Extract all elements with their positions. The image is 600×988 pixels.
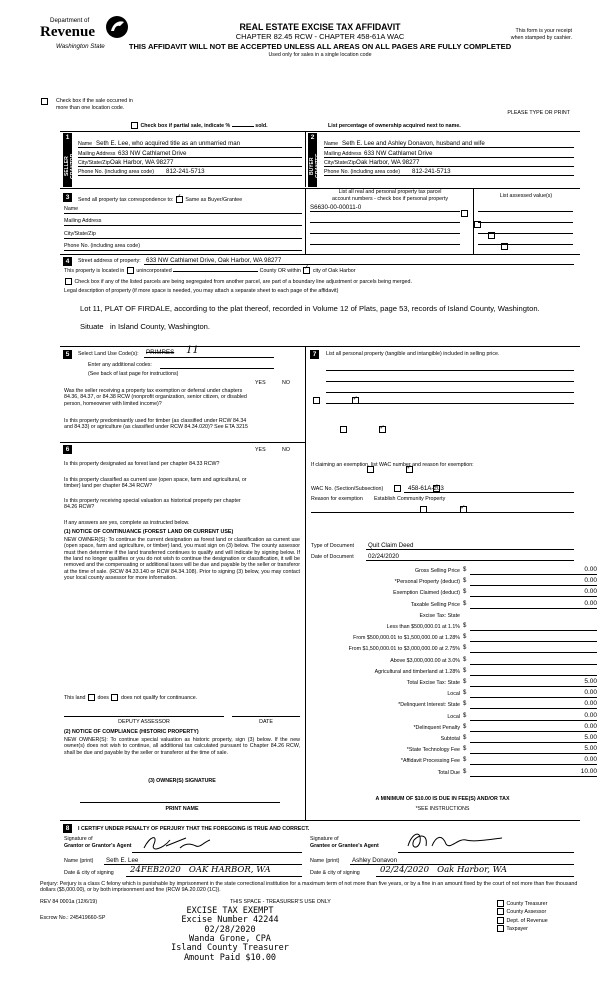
fee-label: Taxable Selling Price [410,601,460,608]
form-warning: THIS AFFIDAVIT WILL NOT BE ACCEPTED UNLESS ALL AREAS ON ALL PAGES ARE FULLY COMPLETED [128,42,512,51]
s5-q1-yes[interactable] [313,397,320,404]
s6-yes-header: YES [255,447,266,453]
s5-q2-no[interactable] [379,426,386,433]
seller-mailing: 633 NW Cathlamet Drive [118,150,187,157]
copy-checkbox[interactable] [497,908,504,915]
copy-item [496,925,548,932]
does-not-label: does not qualify for continuance. [120,694,198,701]
perjury-notice: Perjury: Perjury is a class C felony which is punishable by imprisonment in the state correctional institution for a maximum term of not more than five years, or by a fine in an amount fixed by the court of not more than five thousand dollars ($5,000.00), or by both imprisonment and fine (RCW 9A.20.020 (1C)). [40,881,578,894]
located-in-label: This property is located in [64,267,125,274]
owner-signature-label: (3) OWNER(S) SIGNATURE [148,778,216,784]
buyer-city: Oak Harbor, WA 98277 [356,159,420,166]
legal-description: Lot 11, PLAT OF FIRDALE, according to the plat thereof, recorded in Volume 12 of Plats, page 53, records of Island County, Washington. [80,304,540,313]
multi-location-checkbox[interactable] [41,98,48,105]
buyer-mailing: 633 NW Cathlamet Drive [364,150,433,157]
seller-side-label: SELLER GRANTOR [64,153,76,179]
copy-distribution [496,900,548,933]
please-type: PLEASE TYPE OR PRINT [507,110,570,116]
fee-label: Gross Selling Price [414,568,460,574]
grantor-date-city: 24FEB2020 OAK HARBOR, WA [130,865,271,875]
doc-date: 02/24/2020 [368,553,399,560]
seller-name: Seth E. Lee, who acquired title as an unmarried man [96,140,241,147]
dollar-sign: $ [463,757,467,764]
fee-label: Above $3,000,000.00 at 3.0% [390,657,460,664]
fee-row [310,745,600,756]
street-label: Street address of property: [78,258,141,264]
doc-type-label: Type of Document [311,543,354,549]
fee-row [310,566,600,577]
same-as-buyer-label: Same as Buyer/Grantee [185,196,243,203]
parcel-1-checkbox[interactable] [461,210,468,217]
copy-label: County Treasurer [505,900,548,907]
section-6-number: 6 [63,445,72,454]
fee-row [310,667,600,678]
dollar-sign: $ [463,712,467,719]
s6-q3: Is this property receiving special valuation as historical property per chapter 84.26 RCW? [64,498,241,511]
fee-label: Local [447,691,460,698]
section-3-number: 3 [63,193,72,202]
stamp-line: EXCISE TAX EXEMPT [186,906,274,916]
buyer-phone-label: Phone No. (including area code) [324,169,400,175]
grantee-name-print-label: Name (print) [310,858,340,864]
s6-no-header: NO [282,447,290,453]
fee-label: Local [447,713,460,720]
copy-label: County Assessor [505,909,547,916]
receipt-note-2: when stamped by cashier. [510,35,572,41]
see-back-note: (See back of last page for instructions) [88,371,179,377]
city-of-checkbox[interactable] [303,267,310,274]
fee-row [310,656,600,667]
stamp-line: Wanda Grone, CPA [189,934,271,945]
s3-name-label: Name [64,206,79,212]
parcels-header-2: account numbers - check box if personal property [331,196,448,202]
fee-value: 0.00 [584,566,597,573]
grantee-sig-of: Signature of [310,836,339,842]
fee-value: 0.00 [584,711,597,719]
dollar-sign: $ [463,578,467,585]
does-label: does [97,694,109,701]
notice1-text: NEW OWNER(S): To continue the current designation as forest land or classification as current use (open space, farm and agriculture, or timber) land, you must sign on (3) below. The county assessor must then determine if the land transferred continues to qualify and will indicate by signing below. If the land no longer qualifies or you do not wish to continue the designation or classification, it will be removed and the compensating or additional taxes will be due and payable by the seller or transferor at the time of sale. (RCW 84.33.140 or RCW 84.34.108). Prior to signing (3) below, you may contact your local county assessor for more information. [64,537,300,582]
doc-type: Quit Claim Deed [368,542,414,549]
fee-label: *State Technology Fee [406,747,460,754]
grantee-date-city: 02/24/2020 Oak Harbor, WA [380,865,508,875]
dollar-sign: $ [463,589,467,596]
partial-sale-sold: sold. [255,122,268,129]
fee-value: 5.00 [584,734,597,741]
copy-label: Taxpayer [505,925,528,932]
seller-mailing-label: Mailing Address [78,151,116,157]
grantee-agent-label: Grantee or Grantee's Agent [310,843,379,849]
land-use-struck: PRIMRES [146,349,175,356]
fee-label: From $500,000.01 to $1,500,000.00 at 1.28% [353,635,460,642]
grantee-date-city-label: Date & city of signing [310,870,360,876]
minimum-due-note: A MINIMUM OF $10.00 IS DUE IN FEE(S) AND/OR TAX [375,796,510,802]
fee-value: 0.00 [584,756,597,764]
dollar-sign: $ [463,634,467,641]
form-chapter: CHAPTER 82.45 RCW - CHAPTER 458-61A WAC [235,32,405,41]
dollar-sign: $ [463,735,467,741]
dollar-sign: $ [463,679,467,685]
personal-property-label: List all personal property (tangible and intangible) included in selling price. [326,351,500,357]
dept-line3: Washington State [56,43,105,50]
section-2-number: 2 [308,133,317,142]
does-checkbox[interactable] [88,694,95,701]
fee-label: Exemption Claimed (deduct) [393,590,460,597]
s6-q2-yes[interactable] [394,485,401,492]
buyer-mailing-label: Mailing Address [324,151,362,157]
dollar-sign: $ [463,600,467,607]
rev-number: REV 84 0001a (12/6/19) [40,899,98,905]
s5-q2: Is this property predominantly used for timber (as classified under RCW 84.34 and 84.33) or agriculture (as classified under RCW 84.34.020)? See ETA 3215 [64,418,248,431]
dept-line2: Revenue [40,24,95,40]
situate-text: Situate in Island County, Washington. [80,322,211,331]
dor-logo-icon [104,14,130,40]
seller-phone-label: Phone No. (including area code) [78,169,154,175]
fee-label: Agricultural and timberland at 1.28% [374,668,460,675]
buyer-name: Seth E. Lee and Ashley Donavon, husband and wife [342,140,485,147]
treasurer-space: THIS SPACE - TREASURER'S USE ONLY [230,899,331,905]
fee-value: 0.00 [584,700,597,708]
ownership-note: List percentage of ownership acquired next to name. [328,123,461,129]
dollar-sign: $ [463,746,467,753]
certify-statement: I CERTIFY UNDER PENALTY OF PERJURY THAT THE FOREGOING IS TRUE AND CORRECT. [78,826,310,832]
grantee-signature [402,828,512,852]
fee-value: 0.00 [584,588,597,596]
dollar-sign: $ [463,656,467,663]
fee-value: 10.00 [580,767,597,775]
see-instructions: *SEE INSTRUCTIONS [415,806,470,812]
grantee-name-print: Ashley Donavon [352,857,398,864]
segregated-label: Check box if any of the listed parcels are being segregated from another parcel, are part of a boundary line adjustment or parcels being merged. [74,278,412,285]
doc-date-label: Date of Document [311,554,354,560]
dollar-sign: $ [463,567,467,573]
form-title: REAL ESTATE EXCISE TAX AFFIDAVIT [239,22,401,32]
fee-value: 0.00 [584,577,597,585]
stamp-line: 02/28/2020 [204,924,256,935]
fee-label: Total Due [437,769,460,776]
s5-no-header: NO [282,380,290,386]
single-location-note: Used only for sales in a single location code [268,52,372,58]
assessed-header: List assessed value(s) [499,193,553,199]
deputy-assessor-label: DEPUTY ASSESSOR [118,719,170,725]
stamp-line: Island County Treasurer [171,943,289,954]
fee-row [310,734,600,745]
dept-line1: Department of [50,17,90,24]
fee-row [310,712,600,723]
dollar-sign: $ [463,645,467,652]
section-7-number: 7 [310,350,319,359]
multi-location-checkbox-wrap [40,98,49,105]
seller-city-label: City/State/Zip [78,160,110,166]
s3-mailing-label: Mailing Address [64,218,102,224]
s3-city-label: City/State/Zip [64,231,96,237]
fee-row [310,600,600,611]
treasurer-stamp [150,907,310,963]
s6-q1: Is this property designated as forest land per chapter 84.33 RCW? [64,461,220,467]
dollar-sign: $ [463,723,467,730]
section-5-number: 5 [63,350,72,359]
fee-label: Excise Tax: State [419,612,460,619]
grantor-name-print: Seth E. Lee [106,857,139,864]
s5-yes-header: YES [255,380,266,386]
copy-item [496,908,548,915]
partial-sale-checkbox[interactable] [131,122,138,129]
grantor-date-city-label: Date & city of signing [64,870,114,876]
notice1-title: (1) NOTICE OF CONTINUANCE (FOREST LAND OR CURRENT USE) [64,529,234,535]
fee-value: 0.00 [584,599,597,607]
fee-value: 5.00 [584,678,597,685]
fee-label: Total Excise Tax: State [406,680,460,686]
segregated-checkbox[interactable] [65,278,72,285]
seller-phone: 812-241-5713 [166,168,205,175]
county-or-within: County OR within [259,267,301,274]
same-as-buyer-checkbox[interactable] [176,196,183,203]
dollar-sign: $ [463,690,467,697]
stamp-line: Amount Paid $10.00 [183,952,277,963]
exemption-claim-label: If claiming an exemption, list WAC number and reason for exemption: [311,462,474,468]
unincorporated-checkbox[interactable] [127,267,134,274]
parcels-header-1: List all real and personal property tax parcel [338,189,442,195]
if-yes-note: If any answers are yes, complete as instructed below. [64,520,190,526]
fee-row [310,588,600,599]
land-qualify-label: This land [64,694,86,701]
s5-q1: Was the seller receiving a property tax exemption or deferral under chapters 84.36, 84.37, or 84.38 RCW (nonprofit organization, senior citizen, or disabled person, homeowner with limited income)? [64,388,247,407]
fee-row [310,577,600,588]
unincorporated-label: unincorporated [136,267,172,274]
copy-item [496,900,548,907]
fee-label: *Personal Property (deduct) [394,579,460,586]
fee-row [310,644,600,655]
fee-label: *Delinquent Penalty [413,724,460,731]
buyer-side-label: BUYER GRANTEE [309,153,321,179]
wac-label: WAC No. (Section/Subsection) [311,486,384,492]
land-use-label: Select Land Use Code(s): [78,351,139,357]
does-not-checkbox[interactable] [111,694,118,701]
fee-label: Less than $500,000.01 at 1.1% [386,624,460,630]
fee-label: Subtotal [440,736,460,742]
wac-number: 458-61A-203 [408,485,444,492]
copy-item [496,917,548,924]
s6-q2: Is this property classified as current use (open space, farm and agricultural, or timber) land per chapter 84.34 RCW? [64,477,247,490]
exemption-reason: Establish Community Property [374,496,446,502]
notice2-title: (2) NOTICE OF COMPLIANCE (HISTORIC PROPERTY) [64,729,199,735]
partial-sale-label: Check box if partial sale, indicate % [140,122,231,129]
seller-city: Oak Harbor, WA 98277 [110,159,174,166]
land-use-value: 11 [186,345,199,356]
dollar-sign: $ [463,667,467,674]
fee-row [310,633,600,644]
buyer-city-label: City/State/Zip [324,160,356,166]
buyer-phone: 812-241-5713 [412,168,451,175]
buyer-name-label: Name [324,141,339,147]
fee-row [310,768,600,779]
fee-row [310,723,600,734]
s5-q2-yes[interactable] [340,426,347,433]
section-1-number: 1 [63,133,72,142]
fee-value: 5.00 [584,745,597,753]
fee-row [310,678,600,689]
fee-row [310,689,600,700]
grantor-name-print-label: Name (print) [64,858,94,864]
copy-checkbox[interactable] [497,900,504,907]
fee-row [310,611,600,622]
fee-label: From $1,500,000.01 to $3,000,000.00 at 2.75% [348,646,460,653]
fee-value: 0.00 [584,689,597,697]
dollar-sign: $ [463,623,467,629]
fee-row [310,700,600,711]
send-to-label: Send all property tax correspondence to: [78,196,174,203]
section-4-number: 4 [63,257,72,266]
copy-label: Dept. of Revenue [505,917,548,924]
reason-label: Reason for exemption [311,496,363,502]
grantor-sig-of: Signature of [64,836,93,842]
additional-codes-label: Enter any additional codes: [88,362,152,368]
multi-location-label-2: more than one location code. [56,105,125,111]
fee-label: *Delinquent Interest: State [398,702,460,709]
section-8-number: 8 [63,824,72,833]
fee-row [310,756,600,767]
grantor-signature [140,832,220,854]
multi-location-label-1: Check box if the sale occurred in [56,98,133,104]
print-name-label: PRINT NAME [165,806,199,812]
parcel-1: S6630-00-00011-0 [310,204,362,211]
legal-label: Legal description of property (if more space is needed, you may attach a separate sheet to each page of the affidavit) [64,288,339,294]
s3-phone-label: Phone No. (including area code) [64,243,140,249]
receipt-note-1: This form is your receipt [515,28,572,34]
dollar-sign: $ [463,768,467,775]
street-address: 633 NW Cathlamet Drive, Oak Harbor, WA 98277 [146,257,282,264]
city-of-label: city of Oak Harbor [312,267,356,274]
notice2-text: NEW OWNER(S): To continue special valuation as historic property, sign (3) below. If the new owner(s) does not wish to continue, all additional tax calculated pursuant to Chapter 84.26 RCW, shall be due and payable by the seller or transferor at the time of sale. [64,737,300,756]
fee-row [310,622,600,633]
fee-value: 0.00 [584,722,597,730]
fee-label: *Affidavit Processing Fee [400,758,460,765]
copy-checkbox[interactable] [497,925,504,932]
deputy-date-label: DATE [259,719,273,725]
escrow-number: Escrow No.: 245419660-SP [40,915,106,921]
grantor-agent-label: Grantor or Grantor's Agent [64,843,132,849]
dollar-sign: $ [463,701,467,708]
copy-checkbox[interactable] [497,917,504,924]
stamp-line: Excise Number 42244 [181,915,279,926]
seller-name-label: Name [78,141,93,147]
